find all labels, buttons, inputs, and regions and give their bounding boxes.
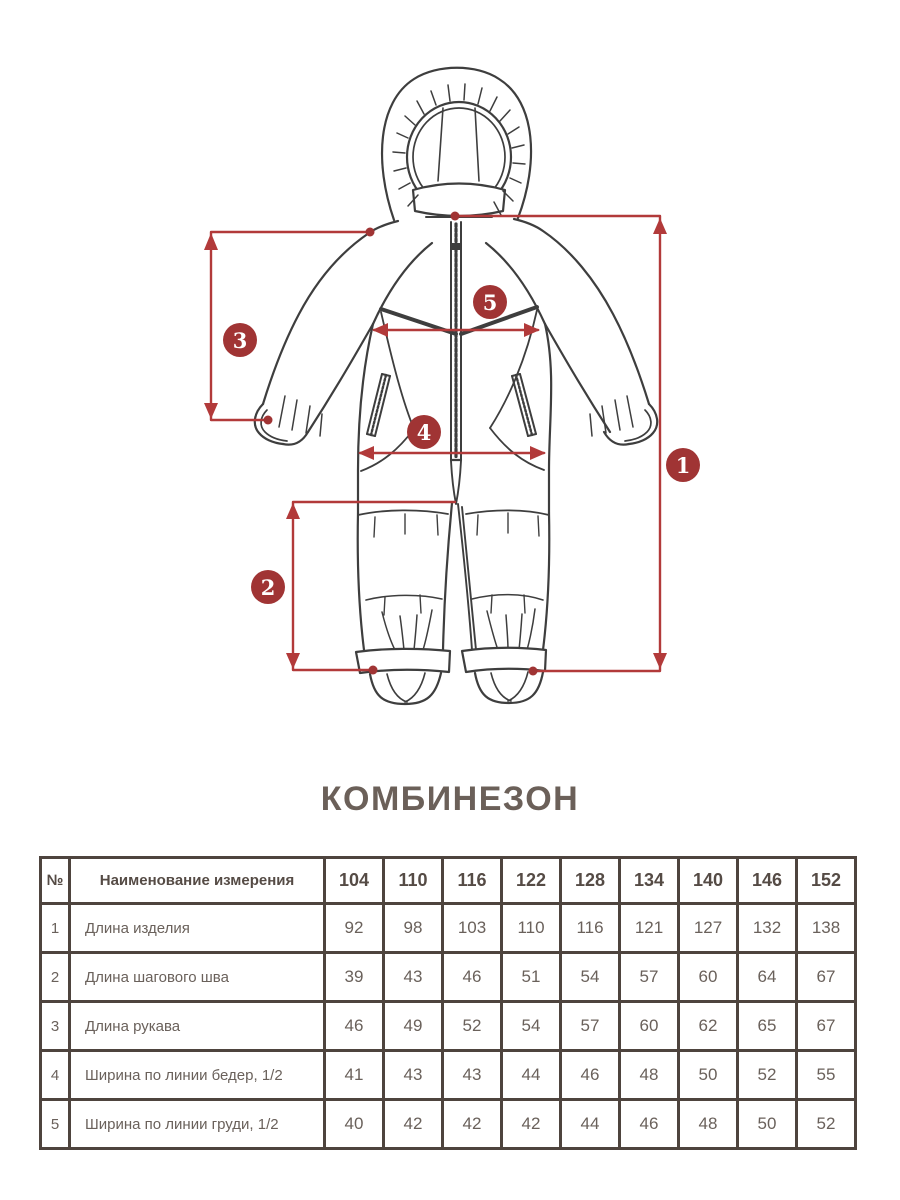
measure-value: 52 [738, 1051, 797, 1100]
measure-value: 51 [502, 953, 561, 1002]
measure-value: 48 [679, 1100, 738, 1149]
table-row [41, 1051, 856, 1100]
measure-value: 42 [502, 1100, 561, 1149]
measure-name: Длина изделия [70, 904, 325, 953]
measure-value: 52 [443, 1002, 502, 1051]
table-header-row [41, 858, 856, 904]
measure-name: Длина шагового шва [70, 953, 325, 1002]
dimension-5-label: 5 [482, 290, 498, 315]
measure-value: 50 [738, 1100, 797, 1149]
dimension-3-label: 3 [232, 328, 248, 353]
measure-value: 46 [561, 1051, 620, 1100]
measure-value: 57 [620, 953, 679, 1002]
measure-num: 2 [41, 953, 70, 1002]
measure-value: 110 [502, 904, 561, 953]
measure-value: 42 [443, 1100, 502, 1149]
measure-value: 43 [384, 1051, 443, 1100]
measure-value: 42 [384, 1100, 443, 1149]
sleeve-cuff-right [590, 396, 657, 445]
foot-left [370, 673, 441, 704]
measure-value: 43 [443, 1051, 502, 1100]
measure-value: 49 [384, 1002, 443, 1051]
measure-value: 116 [561, 904, 620, 953]
col-header-size-116: 116 [443, 858, 502, 904]
measure-name: Ширина по линии груди, 1/2 [70, 1100, 325, 1149]
page-title: КОМБИНЕЗОН [320, 780, 580, 818]
garment-drawing [255, 68, 657, 704]
measure-name: Ширина по линии бедер, 1/2 [70, 1051, 325, 1100]
col-header-size-140: 140 [679, 858, 738, 904]
measure-value: 127 [679, 904, 738, 953]
measure-value: 44 [561, 1100, 620, 1149]
dimension-3 [204, 228, 375, 425]
dimension-1-label: 1 [675, 453, 691, 478]
table-row [41, 1100, 856, 1149]
col-header-size-110: 110 [384, 858, 443, 904]
col-header-size-128: 128 [561, 858, 620, 904]
zipper-slider [450, 243, 462, 250]
measure-value: 43 [384, 953, 443, 1002]
measure-value: 41 [325, 1051, 384, 1100]
crotch-seam [451, 461, 461, 504]
pocket-right [512, 374, 536, 436]
measure-value: 103 [443, 904, 502, 953]
hood [382, 68, 531, 220]
measure-value: 98 [384, 904, 443, 953]
measure-value: 40 [325, 1100, 384, 1149]
measure-value: 138 [797, 904, 856, 953]
measure-value: 60 [679, 953, 738, 1002]
col-header-measure-name: Наименование измерения [70, 858, 325, 904]
measure-value: 52 [797, 1100, 856, 1149]
table-row [41, 904, 856, 953]
measure-value: 54 [502, 1002, 561, 1051]
measure-value: 46 [325, 1002, 384, 1051]
measure-num: 4 [41, 1051, 70, 1100]
measure-value: 67 [797, 1002, 856, 1051]
size-table [39, 856, 857, 1150]
measure-value: 121 [620, 904, 679, 953]
legs [356, 503, 549, 704]
measure-num: 1 [41, 904, 70, 953]
measure-value: 54 [561, 953, 620, 1002]
dimension-1 [451, 212, 701, 676]
measure-value: 48 [620, 1051, 679, 1100]
measure-value: 65 [738, 1002, 797, 1051]
col-header-size-104: 104 [325, 858, 384, 904]
measure-value: 57 [561, 1002, 620, 1051]
measure-value: 92 [325, 904, 384, 953]
col-header-size-146: 146 [738, 858, 797, 904]
table-row [41, 953, 856, 1002]
measure-value: 67 [797, 953, 856, 1002]
measure-value: 132 [738, 904, 797, 953]
measure-value: 64 [738, 953, 797, 1002]
col-header-size-134: 134 [620, 858, 679, 904]
measure-value: 44 [502, 1051, 561, 1100]
measure-value: 60 [620, 1002, 679, 1051]
measure-num: 5 [41, 1100, 70, 1149]
measure-value: 39 [325, 953, 384, 1002]
measure-value: 46 [443, 953, 502, 1002]
measure-value: 50 [679, 1051, 738, 1100]
pocket-left [367, 374, 390, 436]
chin-guard [413, 184, 505, 217]
measure-value: 46 [620, 1100, 679, 1149]
dimension-2-label: 2 [260, 575, 276, 600]
table-row [41, 1002, 856, 1051]
col-header-size-152: 152 [797, 858, 856, 904]
measure-value: 62 [679, 1002, 738, 1051]
ankle-gathers [382, 609, 535, 650]
dimension-4-label: 4 [416, 420, 432, 445]
col-header-no: № [41, 858, 70, 904]
measure-name: Длина рукава [70, 1002, 325, 1051]
measure-value: 55 [797, 1051, 856, 1100]
hood-back-panel-seams [438, 108, 479, 181]
measure-num: 3 [41, 1002, 70, 1051]
foot-right [475, 672, 543, 703]
zipper [450, 222, 462, 504]
col-header-size-122: 122 [502, 858, 561, 904]
